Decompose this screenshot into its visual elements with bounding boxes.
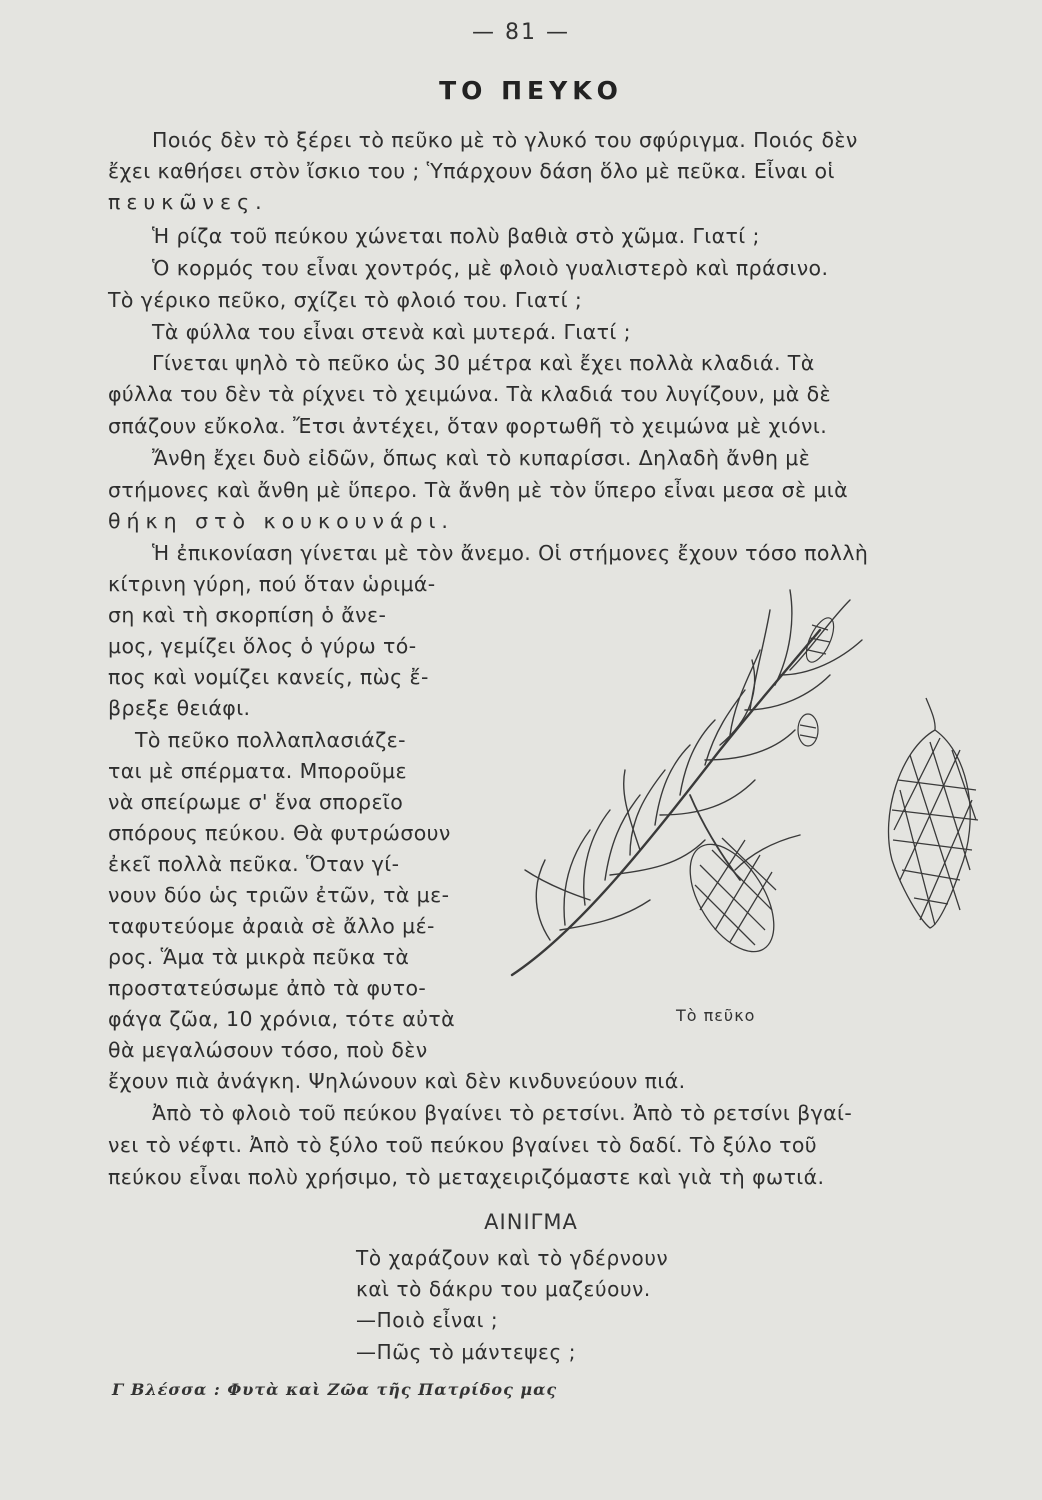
riddle-line: Τὸ χαράζουν καὶ τὸ γδέρνουν xyxy=(356,1246,669,1270)
text-line: Τὰ φύλλα του εἶναι στενὰ καὶ μυτερά. Γιατί ; xyxy=(152,320,631,344)
text-line: μος, γεμίζει ὅλος ὁ γύρω τό- xyxy=(108,634,417,658)
needle xyxy=(605,795,640,880)
source-citation: Γ Βλέσσα : Φυτὰ καὶ Ζῶα τῆς Πατρίδος μας xyxy=(112,1380,558,1399)
text-line: θήκη στὸ κουκουνάρι. xyxy=(108,509,454,533)
figure-caption: Τὸ πεῦκο xyxy=(676,1006,756,1025)
pine-cone-on-branch xyxy=(673,830,791,966)
text-line: ται μὲ σπέρματα. Μποροῦμε xyxy=(108,759,407,783)
text-line: νει τὸ νέφτι. Ἀπὸ τὸ ξύλο τοῦ πεύκου βγαίνει τὸ δαδί. Τὸ ξύλο τοῦ xyxy=(108,1133,818,1157)
text-line: στήμονες καὶ ἄνθη μὲ ὕπερο. Τὰ ἄνθη μὲ τὸν ὕπερο εἶναι μεσα σὲ μιὰ xyxy=(108,478,849,502)
pine-branch-illustration xyxy=(490,580,990,1000)
text-line: Ἀπὸ τὸ φλοιὸ τοῦ πεύκου βγαίνει τὸ ρετσίνι. Ἀπὸ τὸ ρετσίνι βγαί- xyxy=(152,1101,853,1125)
needle xyxy=(780,640,862,675)
text-line: σπόρους πεύκου. Θὰ φυτρώσουν xyxy=(108,821,451,845)
text-line: Τὸ πεῦκο πολλαπλασιάζε- xyxy=(135,728,406,752)
text-line: Ἡ ἐπικονίαση γίνεται μὲ τὸν ἄνεμο. Οἱ στήμονες ἔχουν τόσο πολλὴ xyxy=(152,541,869,565)
male-flower-cluster xyxy=(798,614,839,746)
text-line: φάγα ζῶα, 10 χρόνια, τότε αὐτὰ xyxy=(108,1007,456,1031)
text-line: Ποιός δὲν τὸ ξέρει τὸ πεῦκο μὲ τὸ γλυκό του σφύριγμα. Ποιός δὲν xyxy=(152,128,858,152)
text-line: ση καὶ τὴ σκορπίση ὁ ἄνε- xyxy=(108,603,387,627)
text-line: ρος. Ἅμα τὰ μικρὰ πεῦκα τὰ xyxy=(108,945,410,969)
branch-side-twig xyxy=(690,795,740,880)
needle xyxy=(525,870,590,900)
text-line: σπάζουν εὔκολα. Ἔτσι ἀντέχει, ὅταν φορτωθῆ τὸ χειμώνα μὲ χιόνι. xyxy=(108,414,828,438)
chapter-title: ΤΟ ΠΕΥΚΟ xyxy=(439,76,623,105)
text-line: ἐκεῖ πολλὰ πεῦκα. Ὅταν γί- xyxy=(108,852,400,876)
text-line: Ὁ κορμός του εἶναι χοντρός, μὲ φλοιὸ γυαλιστερὸ καὶ πράσινο. xyxy=(152,256,829,280)
text-line: θὰ μεγαλώσουν τόσο, ποὺ δὲν xyxy=(108,1038,428,1062)
text-line: φύλλα του δὲν τὰ ρίχνει τὸ χειμώνα. Τὰ κλαδιά του λυγίζουν, μὰ δὲ xyxy=(108,382,831,406)
text-line: Ἄνθη ἔχει δυὸ εἰδῶν, ὅπως καὶ τὸ κυπαρίσσι. Δηλαδὴ ἄνθη μὲ xyxy=(152,446,811,470)
text-line: βρεξε θειάφι. xyxy=(108,696,251,720)
text-line: πος καὶ νομίζει κανείς, πὼς ἔ- xyxy=(108,665,429,689)
riddle-line: καὶ τὸ δάκρυ του μαζεύουν. xyxy=(356,1277,651,1301)
needle xyxy=(790,600,850,670)
needle xyxy=(705,730,795,760)
text-line: ἔχει καθήσει στὸν ἴσκιο του ; Ὑπάρχουν δάση ὅλο μὲ πεῦκα. Εἶναι οἱ xyxy=(108,159,835,183)
text-line: νουν δύο ὡς τριῶν ἐτῶν, τὰ με- xyxy=(108,883,450,907)
page-number: — 81 — xyxy=(472,20,570,45)
riddle-title: ΑΙΝΙΓΜΑ xyxy=(484,1210,578,1234)
text-line: ταφυτεύομε ἀραιὰ σὲ ἄλλο μέ- xyxy=(108,914,435,938)
text-line: Ἡ ρίζα τοῦ πεύκου χώνεται πολὺ βαθιὰ στὸ χῶμα. Γιατί ; xyxy=(152,224,760,248)
text-line: Τὸ γέρικο πεῦκο, σχίζει τὸ φλοιό του. Γιατί ; xyxy=(108,288,583,312)
text-line: Γίνεται ψηλὸ τὸ πεῦκο ὡς 30 μέτρα καὶ ἔχει πολλὰ κλαδιά. Τὰ xyxy=(152,351,815,375)
pine-cone-illustration xyxy=(889,698,978,928)
text-line: νὰ σπείρωμε σ' ἕνα σπορεῖο xyxy=(108,790,404,814)
needle xyxy=(560,900,650,930)
text-line: πεύκου εἶναι πολὺ χρήσιμο, τὸ μεταχειριζόμαστε καὶ γιὰ τὴ φωτιά. xyxy=(108,1165,825,1189)
needle xyxy=(730,650,760,735)
text-line: ἔχουν πιὰ ἀνάγκη. Ψηλώνουν καὶ δὲν κινδυνεύουν πιά. xyxy=(108,1069,686,1093)
needle xyxy=(775,590,792,685)
needle xyxy=(680,720,715,795)
riddle-line: —Ποιὸ εἶναι ; xyxy=(356,1308,499,1332)
needle xyxy=(536,860,550,940)
text-line: πευκῶνες. xyxy=(108,190,268,214)
text-line: προστατεύσωμε ἀπὸ τὰ φυτο- xyxy=(108,976,427,1000)
riddle-line: —Πῶς τὸ μάντεψες ; xyxy=(356,1340,577,1364)
text-line: κίτρινη γύρη, πού ὅταν ὡριμά- xyxy=(108,572,436,596)
